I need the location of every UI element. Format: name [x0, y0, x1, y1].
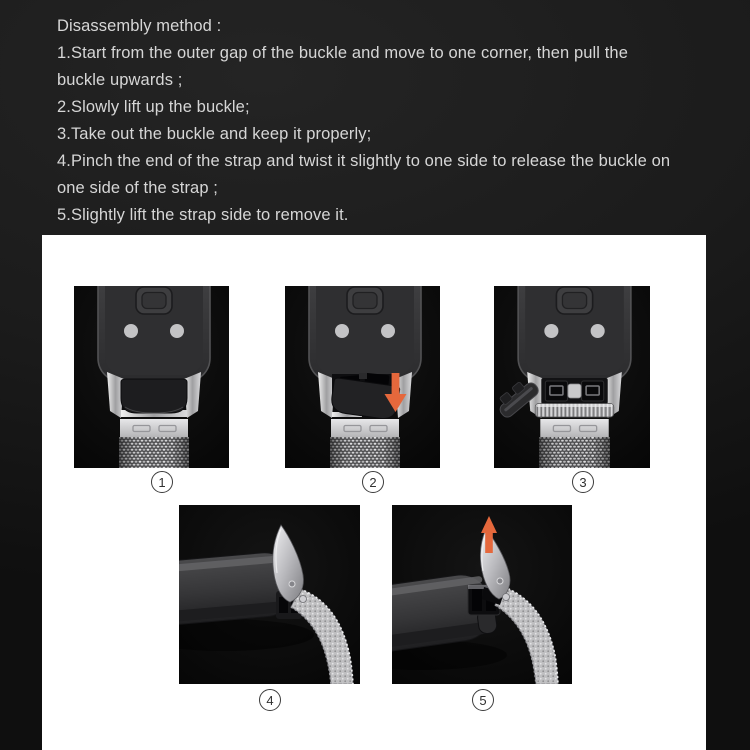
hinge-knob [503, 594, 510, 601]
figures-panel [42, 235, 706, 750]
connector-sockets [545, 381, 603, 401]
photo-step4-side-clasp-open [179, 505, 360, 684]
figure-number-badge-1: 1 [151, 471, 173, 493]
disassembly-instructions [57, 13, 717, 229]
roller-highlight [536, 404, 612, 407]
instruction-line-3: 2.Slowly lift up the buckle; [57, 98, 250, 116]
hinge-knob [300, 596, 307, 603]
watch-back-illustration [494, 286, 650, 468]
instructions-title: Disassembly method : [57, 17, 222, 35]
watch-side-illustration [179, 505, 360, 684]
photo-step2-buckle-lifted [285, 286, 440, 468]
figure-number-badge-2: 2 [362, 471, 384, 493]
watch-back-illustration [285, 286, 440, 468]
watch-back-illustration [74, 286, 229, 468]
photo-step1-buckle-closed [74, 286, 229, 468]
instruction-line-5: 4.Pinch the end of the strap and twist it slightly to one side to release the buckle on [57, 152, 671, 170]
photo-step3-buckle-removed [494, 286, 650, 468]
buckle-closed [121, 379, 187, 413]
instruction-line-4: 3.Take out the buckle and keep it properly; [57, 125, 372, 143]
instruction-line-7: 5.Slightly lift the strap side to remove it. [57, 206, 349, 224]
photo-step5-strap-lift [392, 505, 572, 684]
instruction-line-2: buckle upwards ; [57, 71, 183, 89]
instruction-line-1: 1.Start from the outer gap of the buckle and move to one corner, then pull the [57, 44, 628, 62]
figure-number-badge-5: 5 [472, 689, 494, 711]
instruction-line-6: one side of the strap ; [57, 179, 218, 197]
figure-number-badge-4: 4 [259, 689, 281, 711]
watch-side-illustration [392, 505, 572, 684]
figure-number-badge-3: 3 [572, 471, 594, 493]
